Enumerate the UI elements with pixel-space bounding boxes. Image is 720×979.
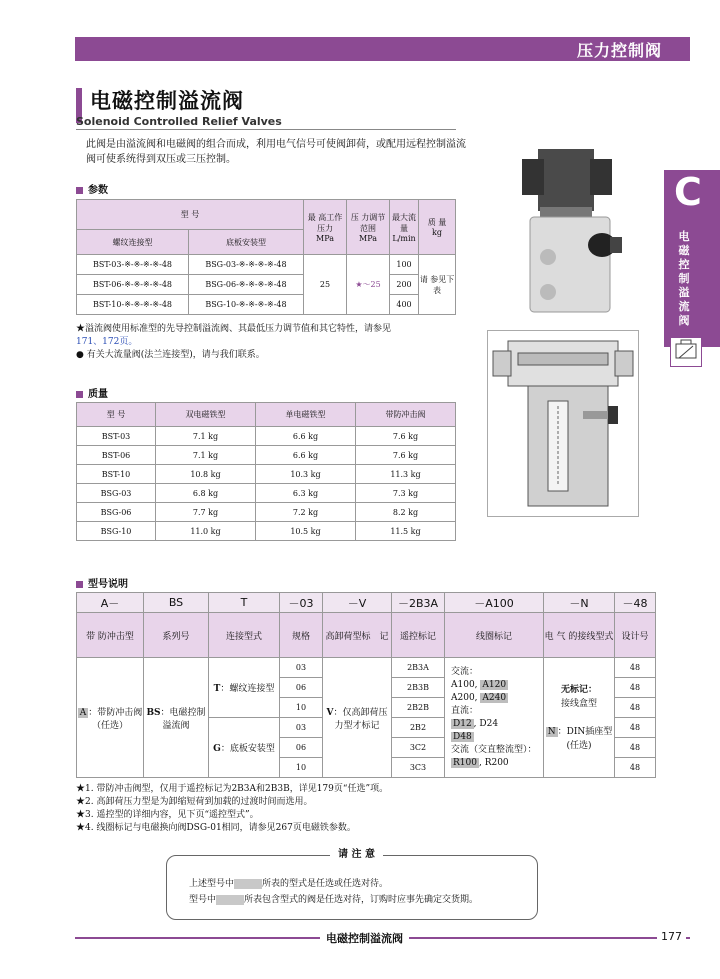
mass-cell: 10.8 kg: [156, 465, 256, 484]
mass-cell: BST-03: [77, 427, 156, 446]
mass-cell: BSG-06: [77, 503, 156, 522]
params-plate-06: BSG-06-※-※-※-※-48: [188, 275, 303, 295]
footnotes: [76, 783, 656, 835]
mass-header: 带防冲击阀: [356, 403, 456, 427]
code-remote: 3C3: [392, 758, 445, 778]
params-header-thread: 螺纹连接型: [77, 230, 189, 255]
mass-cell: 7.6 kg: [356, 427, 456, 446]
mass-cell: 7.7 kg: [156, 503, 256, 522]
mass-cell: 8.2 kg: [356, 503, 456, 522]
mass-row: [77, 465, 456, 484]
code-head: 设计号: [615, 613, 656, 658]
code-part: A－: [77, 593, 144, 613]
code-design: 48: [615, 758, 656, 778]
notice-line-1: 上述型号中 所表的型式是任选或任选对待。: [189, 879, 389, 889]
mass-cell: 7.1 kg: [156, 427, 256, 446]
mass-header: 单电磁铁型: [256, 403, 356, 427]
mass-cell: 7.2 kg: [256, 503, 356, 522]
code-part: BS: [144, 593, 209, 613]
params-flow-03: 100: [390, 255, 419, 275]
code-design: 48: [615, 738, 656, 758]
footnote: ★1. 带防冲击阀型，仅用于遥控标记为2B3A和2B3B，详见179页“任选”项。: [76, 784, 389, 794]
code-head: 系列号: [144, 613, 209, 658]
mass-cell: BST-10: [77, 465, 156, 484]
code-part: －N: [544, 593, 615, 613]
code-part: －03: [280, 593, 323, 613]
code-remote: 2B3A: [392, 658, 445, 678]
mass-heading: 质量: [76, 385, 108, 400]
code-head: 线圈标记: [445, 613, 544, 658]
code-coil: 交流： A100, A120 A200, A240 直流： D12 , D24 D48 交流（交直整流型）： R100 , R200: [445, 658, 544, 778]
mass-cell: 11.0 kg: [156, 522, 256, 541]
params-header-mass: 质 量 kg: [419, 200, 456, 255]
code-part: －2B3A: [392, 593, 445, 613]
section-title: 压力控制阀: [576, 41, 662, 60]
mass-cell: 7.3 kg: [356, 484, 456, 503]
params-flow-06: 200: [390, 275, 419, 295]
title-divider: [76, 129, 456, 130]
params-range: ★～25: [347, 255, 390, 315]
section-header-bar: [75, 37, 690, 61]
code-head: 遥控标记: [392, 613, 445, 658]
params-thread-10: BST-10-※-※-※-※-48: [77, 295, 189, 315]
mass-cell: 7.1 kg: [156, 446, 256, 465]
section-drawing: [487, 330, 639, 517]
code-high-vent: V：仅高卸荷压力型才标记: [323, 658, 392, 778]
code-plate-type: G：底板安装型: [209, 718, 280, 778]
mass-cell: 11.5 kg: [356, 522, 456, 541]
mass-cell: 6.6 kg: [256, 427, 356, 446]
params-table: [76, 199, 456, 315]
params-flow-10: 400: [390, 295, 419, 315]
footnote: ★3. 遥控型的详细内容，见下页“遥控型式”。: [76, 810, 259, 820]
params-header-model: 型 号: [77, 200, 304, 230]
mass-row: [77, 503, 456, 522]
code-part: T: [209, 593, 280, 613]
params-thread-03: BST-03-※-※-※-※-48: [77, 255, 189, 275]
code-head: 高卸荷型标 记: [323, 613, 392, 658]
mass-cell: 11.3 kg: [356, 465, 456, 484]
footnote: ★4. 线圈标记与电磁换向阀DSG-01相同，请参见267页电磁铁参数。: [76, 823, 356, 833]
code-size: 10: [280, 758, 323, 778]
page-number: 177: [657, 930, 686, 943]
page-title: 电磁控制溢流阀: [90, 89, 244, 113]
params-plate-03: BSG-03-※-※-※-※-48: [188, 255, 303, 275]
notice-box: [166, 855, 538, 920]
mass-cell: BSG-10: [77, 522, 156, 541]
code-part: －A100: [445, 593, 544, 613]
code-head: 连接型式: [209, 613, 280, 658]
chapter-vertical-title: 电磁控制溢流阀: [678, 230, 690, 327]
footnote: ★2. 高卸荷压力型是为卸缩短荷到加载的过渡时间而选用。: [76, 797, 313, 807]
code-size: 03: [280, 658, 323, 678]
code-size: 06: [280, 678, 323, 698]
params-header-range: 压 力调节范围 MPa: [347, 200, 390, 255]
code-wiring: 无标记： 接线盒型 N ：DIN插座型(任选): [544, 658, 615, 778]
valve-symbol-icon: [670, 337, 702, 367]
chapter-letter: C: [674, 170, 702, 214]
page-subtitle: Solenoid Controlled Relief Valves: [76, 115, 282, 128]
params-note-1: ★溢流阀使用标准型的先导控制溢流阀、其最低压力调节值和其它特性，请参见 171、172页。: [76, 324, 392, 347]
mass-table: [76, 402, 456, 541]
mass-cell: BSG-03: [77, 484, 156, 503]
code-remote: 2B3B: [392, 678, 445, 698]
intro-text: 此阀是由溢流阀和电磁阀的组合而成，利用电气信号可使阀卸荷，或配用远程控制溢流阀可使系统得到双压或三压控制。: [86, 139, 466, 165]
code-size: 06: [280, 738, 323, 758]
code-head: 规格: [280, 613, 323, 658]
notice-line-2: 型号中 所表包含型式的阀是任选对待，订购时应事先确定交货期。: [189, 895, 479, 905]
mass-cell: BST-06: [77, 446, 156, 465]
mass-row: [77, 427, 456, 446]
params-header-maxp: 最 高工作压力 MPa: [304, 200, 347, 255]
mass-cell: 10.3 kg: [256, 465, 356, 484]
mass-cell: 6.3 kg: [256, 484, 356, 503]
mass-header: 双电磁铁型: [156, 403, 256, 427]
params-thread-06: BST-06-※-※-※-※-48: [77, 275, 189, 295]
mass-row: [77, 484, 456, 503]
mass-row: [77, 522, 456, 541]
params-notes: [76, 323, 466, 362]
footer-title: 电磁控制溢流阀: [320, 930, 409, 946]
code-remote: 2B2B: [392, 698, 445, 718]
code-thread-type: T：螺纹连接型: [209, 658, 280, 718]
code-design: 48: [615, 678, 656, 698]
model-code-table: [76, 592, 656, 778]
mass-cell: 6.8 kg: [156, 484, 256, 503]
params-mass-ref: 请 参见下表: [419, 255, 456, 315]
code-head: 电 气 的接线型式: [544, 613, 615, 658]
code-heading: 型号说明: [76, 575, 128, 590]
mass-cell: 10.5 kg: [256, 522, 356, 541]
chapter-tab: [664, 170, 720, 347]
mass-cell: 7.6 kg: [356, 446, 456, 465]
code-size: 10: [280, 698, 323, 718]
code-option-shock: A ：带防冲击阀（任选）: [77, 658, 144, 778]
params-plate-10: BSG-10-※-※-※-※-48: [188, 295, 303, 315]
product-photo: [510, 137, 628, 322]
code-head: 带 防冲击型: [77, 613, 144, 658]
mass-header: 型 号: [77, 403, 156, 427]
code-size: 03: [280, 718, 323, 738]
notice-title: 请 注 意: [330, 845, 383, 860]
params-note-2: ● 有关大流量阀(法兰连接型)，请与我们联系。: [76, 350, 265, 360]
code-remote: 2B2: [392, 718, 445, 738]
mass-cell: 6.6 kg: [256, 446, 356, 465]
code-series: BS：电磁控制溢流阀: [144, 658, 209, 778]
params-maxp: 25: [304, 255, 347, 315]
code-design: 48: [615, 658, 656, 678]
params-header-flow: 最大流量 L/min: [390, 200, 419, 255]
code-design: 48: [615, 698, 656, 718]
params-header-plate: 底板安装型: [188, 230, 303, 255]
code-remote: 3C2: [392, 738, 445, 758]
params-heading: 参数: [76, 181, 108, 196]
code-part: －V: [323, 593, 392, 613]
code-part: －48: [615, 593, 656, 613]
code-design: 48: [615, 718, 656, 738]
mass-row: [77, 446, 456, 465]
